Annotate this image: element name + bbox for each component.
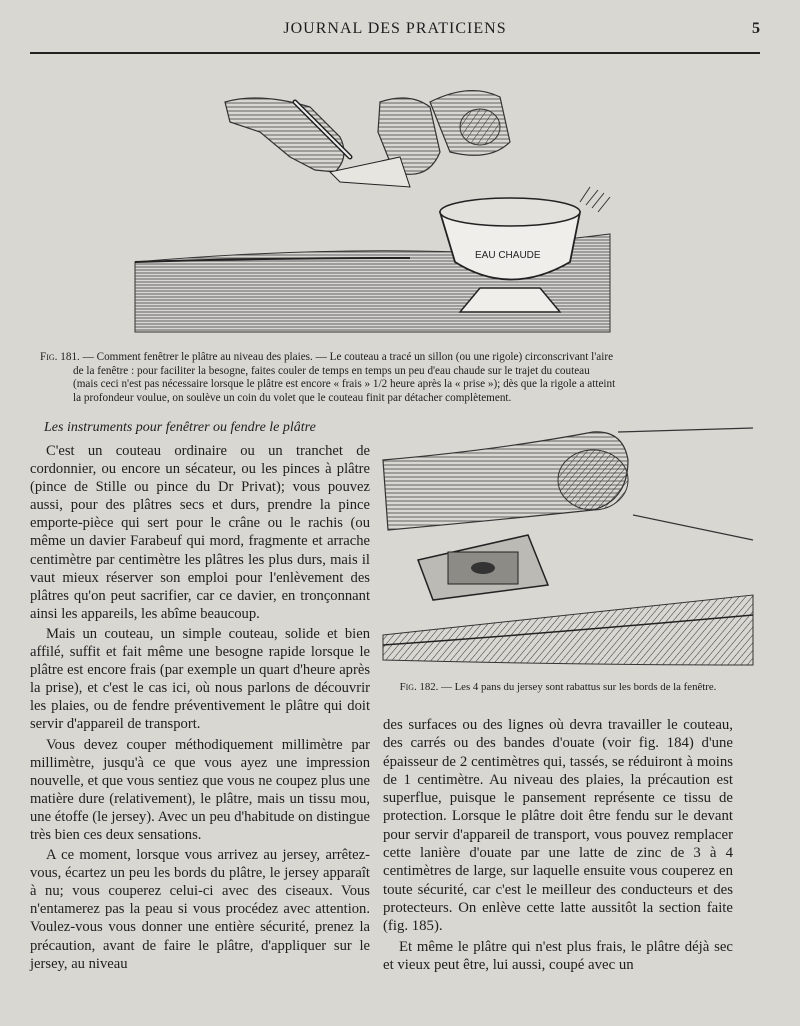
right-paragraph-1: des surfaces ou des lignes où devra travailler le couteau, des carrés ou des bandes d'ouate (voir fig. 184) d'une épaisseur de 2 centimètres qui, tassés, se réduiront à moins de 1 centimètre. Au niveau des plaies, la précaution est superflue, puisque le pansement représente ce tissu de protection. Lorsque le plâtre doit être fendu sur le devant pour servir d'appareil de transport, vous pouvez remplacer cette lanière d'ouate par une latte de zinc de 3 à 4 centimètres de large, sur laquelle ensuite vous couperez en toute sécurité, car c'est le meilleur des conducteurs et des protecteurs. On enlève cette latte aussitôt la section faite (fig. 185). <box>383 717 733 935</box>
journal-title: JOURNAL DES PRATICIENS <box>283 20 507 37</box>
figure-181-caption-line-3: (mais ceci n'est pas nécessaire lorsque le plâtre est encore « frais » 1/2 heure après la « prise »); dès que la rigole a atteint <box>73 378 616 390</box>
figure-182-label: Fig. 182. <box>399 681 439 693</box>
left-paragraph-4: A ce moment, lorsque vous arrivez au jersey, arrêtez-vous, écartez un peu les bords du plâtre, le jersey apparaît à nu; vous couperez celui-ci avec des ciseaux. Vous n'entamerez pas la peau si vous procédez avec attention. Voulez-vous vous donner une entière sécurité, prenez la précaution, avant de faire le plâtre, d'appliquer sur le jersey, au niveau <box>30 847 370 972</box>
left-paragraph-3: Vous devez couper méthodiquement millimètre par millimètre, jusqu'à ce que vous ayez une impression nouvelle, et que vous sentiez que vous ne coupez plus une matière dure (relativement), le plâtre, mais un tissu mou, une étoffe (le jersey). Avec un peu d'habitude on distingue très bien ces deux sensations. <box>30 736 370 843</box>
figure-182-caption-text: — Les 4 pans du jersey sont rabattus sur les bords de la fenêtre. <box>441 681 717 693</box>
figure-181-caption-line-1: — Comment fenêtrer le plâtre au niveau des plaies. — Le couteau a tracé un sillon (ou une rigole) circonscrivant l'aire <box>82 351 614 363</box>
figure-181-illustration <box>110 62 670 344</box>
left-column <box>30 420 370 973</box>
section-heading: Les instruments pour fenêtrer ou fendre le plâtre <box>44 420 316 435</box>
left-paragraph-1: C'est un couteau ordinaire ou un tranchet de cordonnier, ou encore un sécateur, ou les pinces à plâtre (pince de Stille ou pince du Dr Privat); vous pouvez aussi, pour des plâtres secs et durs, prendre la pince emporte-pièce qui sert pour le crâne ou le rachis (ou même un davier Farabeuf qui mord, fragmente et arrache centimètre par centimètre les plâtres les plus durs, mais il vaut mieux réserver son emploi pour l'enlèvement des plâtres qu'on peut sacrifier, car ce davier, en tronçonnant ainsi les appareils, les abîme beaucoup. <box>30 443 370 622</box>
header-rule <box>30 52 760 54</box>
left-paragraph-2: Mais un couteau, un simple couteau, solide et bien affilé, suffit et fait même une besogne rapide lorsque le plâtre est encore frais (par exemple un quart d'heure après la prise), et c'est le cas ici, où nous parlons de découvrir les plaies, ou de fendre préventivement le plâtre qui doit servir d'appareil de transport. <box>30 625 370 733</box>
figure-181-caption-line-2: de la fenêtre : pour faciliter la besogne, faites couler de temps en temps un peu d'eau chaude sur le trajet du couteau <box>73 364 590 377</box>
figure-181-label: Fig. 181. <box>40 351 80 363</box>
page-number: 5 <box>752 20 760 37</box>
figure-182-caption <box>384 681 732 694</box>
right-paragraph-2: Et même le plâtre qui n'est plus frais, le plâtre déjà sec et vieux peut être, lui aussi, coupé avec un <box>383 938 733 973</box>
figure-181-caption <box>40 351 758 405</box>
bowl-label: EAU CHAUDE <box>475 250 541 261</box>
right-column <box>383 716 733 974</box>
page-header <box>30 20 760 42</box>
figure-182-illustration <box>378 420 758 676</box>
figure-181-caption-line-4: la profondeur voulue, on soulève un coin du volet que le couteau finit par détacher complètement. <box>73 391 512 404</box>
